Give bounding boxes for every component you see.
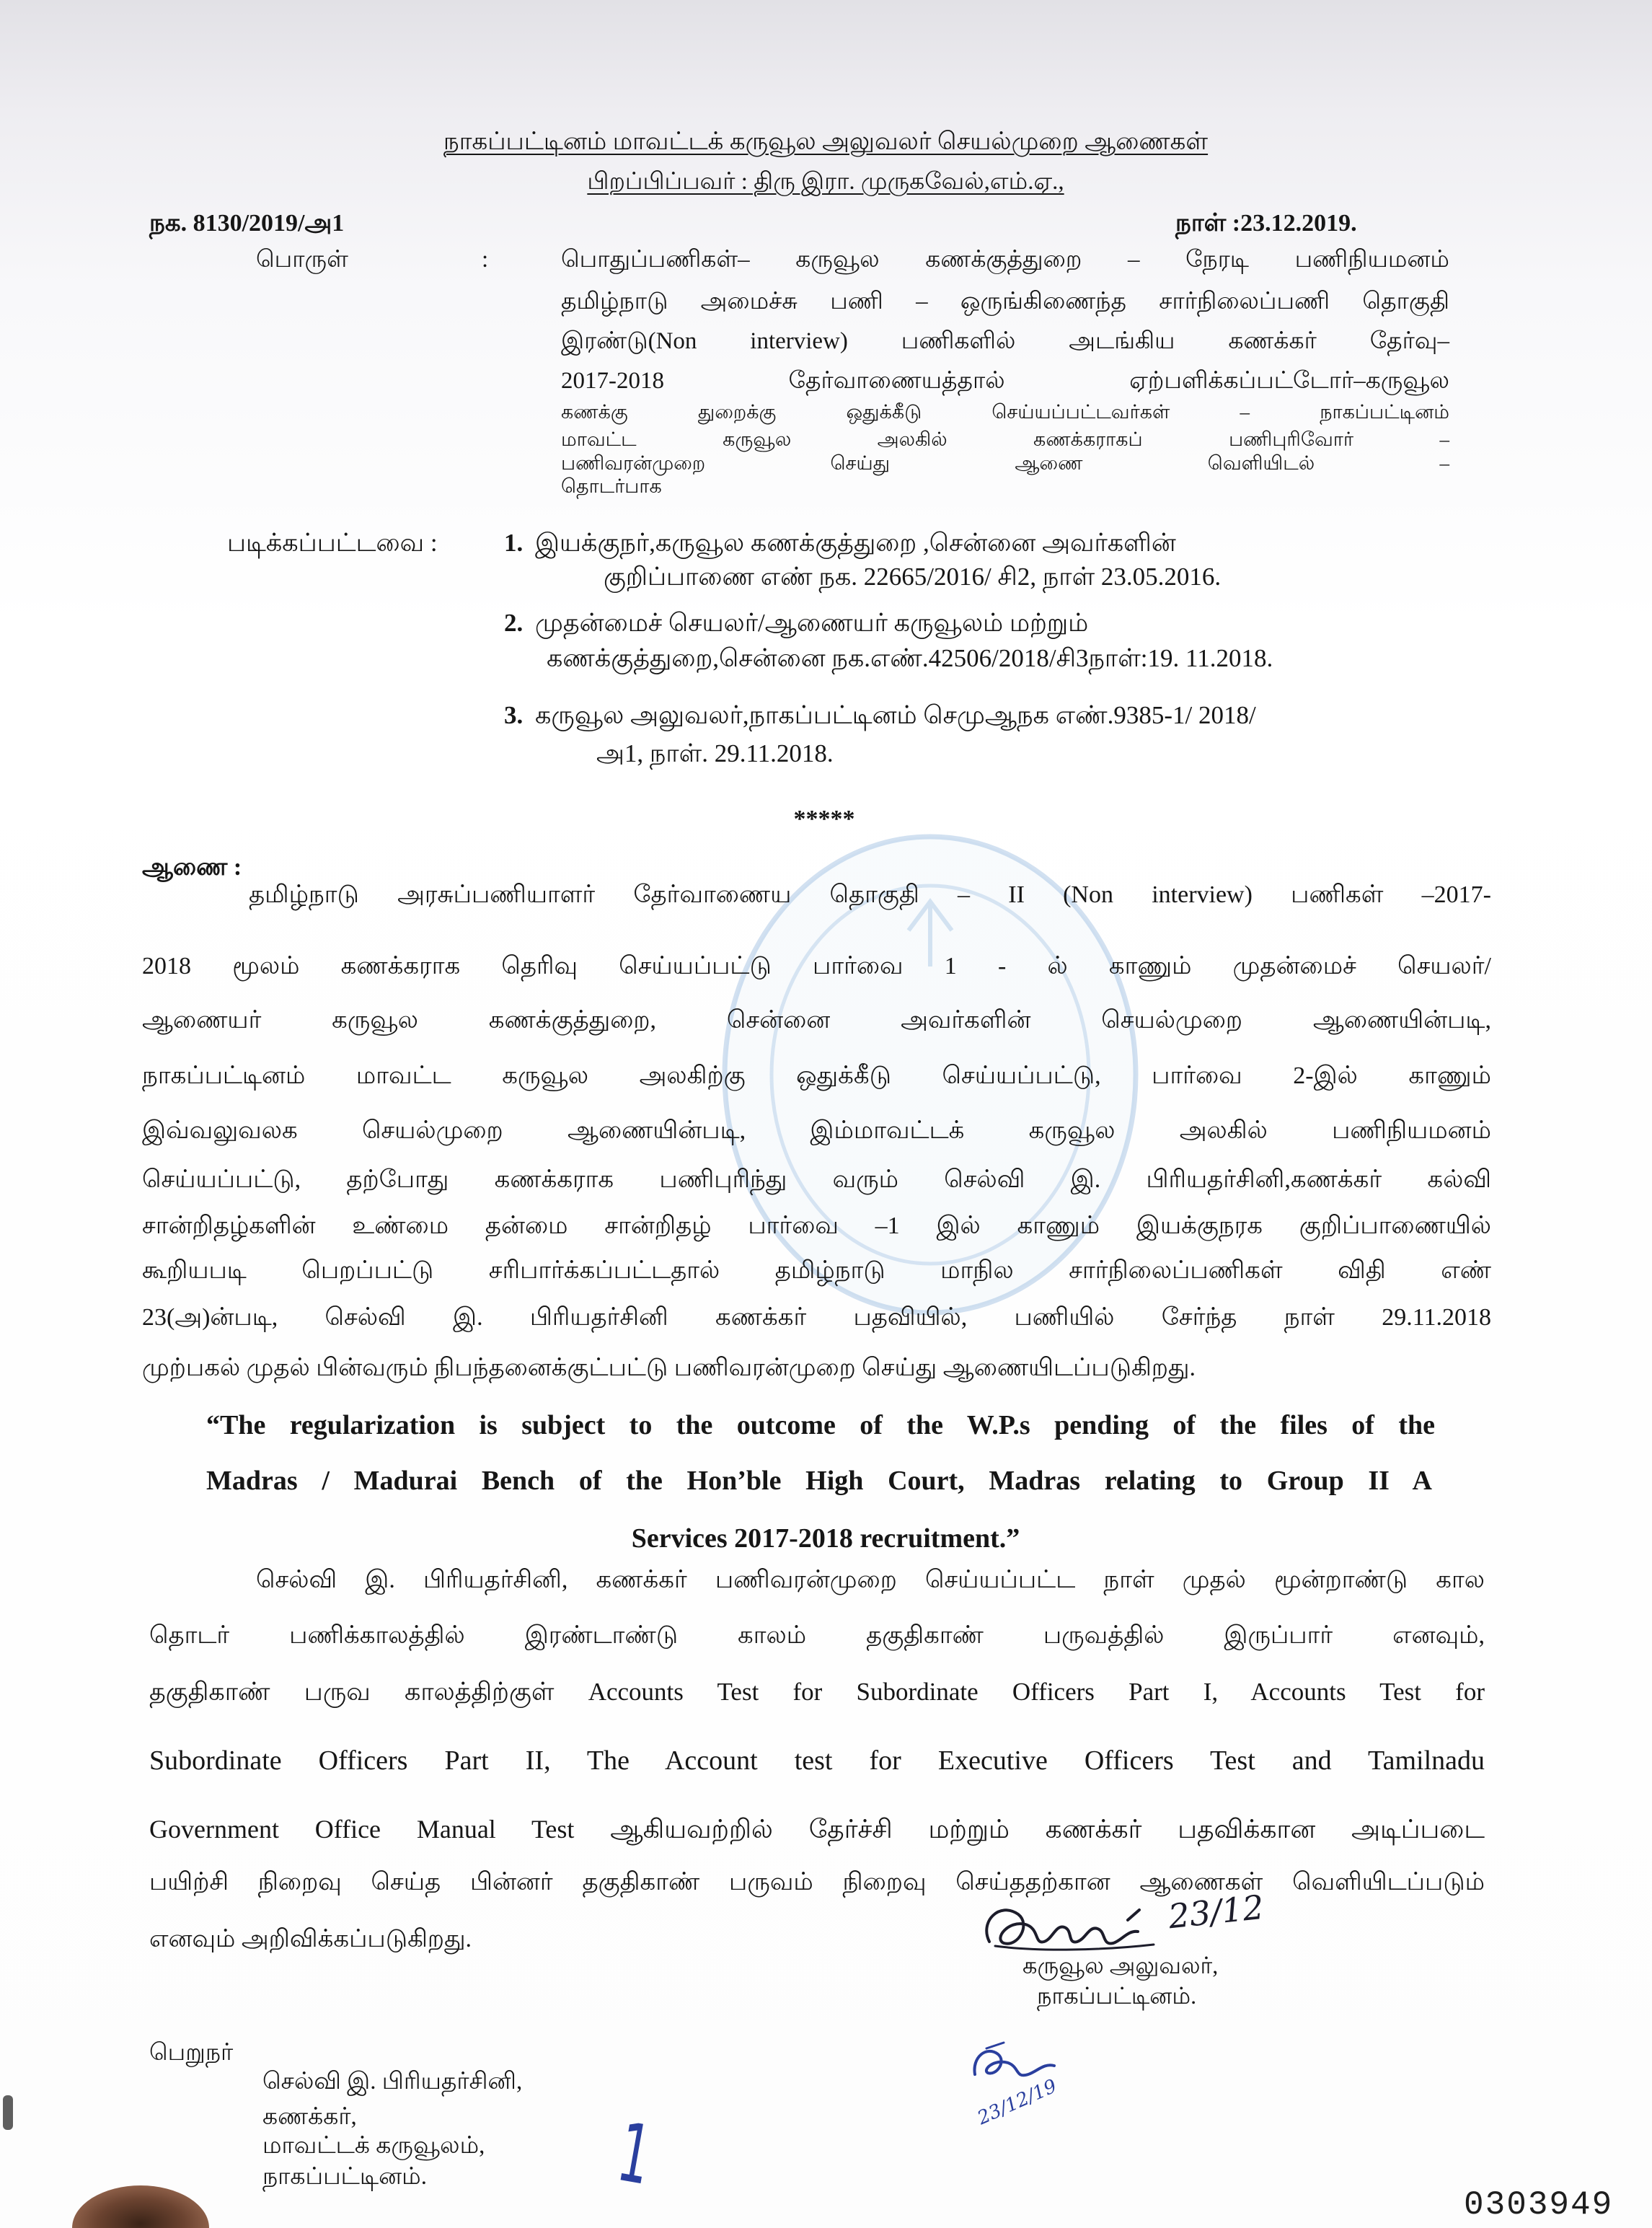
serial-number: 0303949: [1464, 2186, 1614, 2224]
order-paragraph-line: தமிழ்நாடு அரசுப்பணியாளர் தேர்வாணைய தொகுதி – II (Non interview) பணிகள் –2017-: [249, 881, 1491, 908]
reference-item-line: கருவூல அலுவலர்,நாகப்பட்டினம் செமுஆநக எண்.9385-1/ 2018/: [535, 701, 1256, 729]
subject-line: பணிவரன்முறை செய்து ஆணை வெளியிடல் –: [561, 452, 1449, 474]
condition-quote-line: Madras / Madurai Bench of the Hon’ble High Court, Madras relating to Group II A: [206, 1466, 1432, 1496]
subject-line: பொதுப்பணிகள்– கருவூல கணக்குத்துறை – நேரடி பணிநியமனம்: [561, 247, 1449, 273]
order-paragraph-line: கூறியபடி பெறப்பட்டு சரிபார்க்கப்பட்டதால் தமிழ்நாடு மாநில சார்நிலைப்பணிகள் விதி எண்: [142, 1257, 1491, 1284]
signatory-station: நாகப்பட்டினம்.: [1037, 1983, 1197, 2009]
subject-colon: :: [482, 247, 489, 273]
thumb-shadow: [72, 2185, 209, 2228]
reference-item-number: 1.: [504, 529, 524, 557]
reference-item-line: கணக்குத்துறை,சென்னை நக.எண்.42506/2018/சி3நாள்:19. 11.2018.: [547, 644, 1273, 672]
condition-quote-line: Services 2017-2018 recruitment.”: [631, 1523, 1020, 1554]
probation-paragraph-line: Subordinate Officers Part II, The Account test for Executive Officers Test and Tamilnadu: [149, 1745, 1485, 1776]
scan-edge-mark: [3, 2095, 13, 2130]
initials-date: 23/12/19: [974, 2075, 1061, 2130]
references-label: படிக்கப்பட்டவை :: [227, 529, 438, 557]
recipient-line: மாவட்டக் கருவூலம்,: [262, 2133, 485, 2159]
issuer-line: [404, 163, 1247, 201]
probation-paragraph-line: Government Office Manual Test ஆகியவற்றில் தேர்ச்சி மற்றும் கணக்கர் பதவிக்கான அடிப்படை: [149, 1815, 1485, 1844]
signatory-designation: கருவூல அலுவலர்,: [1022, 1952, 1219, 1978]
reference-item-number: 2.: [504, 609, 524, 637]
order-paragraph-line: ஆணையர் கருவூல கணக்குத்துறை, சென்னை அவர்களின் செயல்முறை ஆணையின்படி,: [142, 1007, 1491, 1034]
order-paragraph-line: முற்பகல் முதல் பின்வரும் நிபந்தனைக்குட்பட்டு பணிவரன்முறை செய்து ஆணையிடப்படுகிறது.: [142, 1355, 1196, 1381]
probation-paragraph-line: தகுதிகாண் பருவ காலத்திற்குள் Accounts Test for Subordinate Officers Part I, Accounts Test for: [149, 1678, 1485, 1706]
reference-item-line: குறிப்பாணை எண் நக. 22665/2016/ சி2, நாள் 23.05.2016.: [604, 563, 1222, 591]
order-paragraph-line: செய்யப்பட்டு, தற்போது கணக்கராக பணிபுரிந்து வரும் செல்வி இ. பிரியதர்சினி,கணக்கர் கல்வி: [142, 1166, 1491, 1193]
document-title: [310, 123, 1341, 162]
subject-line: இரண்டு(Non interview) பணிகளில் அடங்கிய கணக்கர் தேர்வு–: [561, 328, 1449, 354]
reference-number: நக. 8130/2019/அ1: [149, 210, 345, 237]
condition-quote-line: “The regularization is subject to the outcome of the W.P.s pending of the files of the: [206, 1410, 1435, 1440]
subject-line: மாவட்ட கருவூல அலகில் கணக்கராகப் பணிபுரிவோர் –: [561, 428, 1449, 450]
reference-item-line: இயக்குநர்,கருவூல கணக்குத்துறை ,சென்னை அவர்களின்: [535, 529, 1176, 557]
recipient-line: செல்வி இ. பிரியதர்சினி,: [262, 2069, 523, 2095]
order-paragraph-line: 23(அ)ன்படி, செல்வி இ. பிரியதர்சினி கணக்கர் பதவியில், பணியில் சேர்ந்த நாள் 29.11.2018: [142, 1304, 1491, 1331]
subject-label: பொருள்: [256, 247, 348, 273]
reference-item-number: 3.: [504, 701, 524, 729]
order-date: நாள் :23.12.2019.: [1175, 210, 1357, 237]
order-paragraph-line: நாகப்பட்டினம் மாவட்ட கருவூல அலகிற்கு ஒதுக்கீடு செய்யப்பட்டு, பார்வை 2-இல் காணும்: [142, 1062, 1491, 1089]
subject-line: 2017-2018 தேர்வாணையத்தால் ஏற்பளிக்கப்பட்டோர்–கருவூல: [561, 368, 1449, 394]
recipient-line: கணக்கர்,: [262, 2104, 357, 2130]
issuer-text: பிறப்பிப்பவர் : திரு இரா. முருகவேல்,எம்.ஏ.,: [587, 169, 1064, 195]
reference-item-line: முதன்மைச் செயலர்/ஆணையர் கருவூலம் மற்றும்: [535, 609, 1089, 637]
probation-paragraph-line: செல்வி இ. பிரியதர்சினி, கணக்கர் பணிவரன்முறை செய்யப்பட்ட நாள் முதல் மூன்றாண்டு கால: [256, 1567, 1485, 1593]
document-title-text: நாகப்பட்டினம் மாவட்டக் கருவூல அலுவலர் செயல்முறை ஆணைகள்: [443, 128, 1209, 155]
handwritten-page-mark: 1: [611, 2105, 658, 2203]
subject-line: தொடர்பாக: [561, 475, 662, 497]
probation-paragraph-line: தொடர் பணிக்காலத்தில் இரண்டாண்டு காலம் தகுதிகாண் பருவத்தில் இருப்பார் எனவும்,: [149, 1622, 1485, 1649]
order-paragraph-line: சான்றிதழ்களின் உண்மை தன்மை சான்றிதழ் பார்வை –1 இல் காணும் இயக்குநரக குறிப்பாணையில்: [142, 1212, 1491, 1239]
probation-paragraph-line: பயிற்சி நிறைவு செய்த பின்னர் தகுதிகாண் பருவம் நிறைவு செய்ததற்கான ஆணைகள் வெளியிடப்படும்: [149, 1869, 1485, 1895]
recipient-line: நாகப்பட்டினம்.: [262, 2164, 427, 2190]
subject-line: தமிழ்நாடு அமைச்சு பணி – ஒருங்கிணைந்த சார்நிலைப்பணி தொகுதி: [561, 289, 1449, 314]
separator-stars: *****: [793, 806, 855, 832]
signature-date: 23/12: [1166, 1887, 1266, 1937]
recipient-label: பெறுநர்: [149, 2040, 234, 2066]
order-paragraph-line: இவ்வலுவலக செயல்முறை ஆணையின்படி, இம்மாவட்டக் கருவூல அலகில் பணிநியமனம்: [142, 1117, 1491, 1144]
reference-item-line: அ1, நாள். 29.11.2018.: [596, 739, 834, 767]
subject-line: கணக்கு துறைக்கு ஒதுக்கீடு செய்யப்பட்டவர்கள் – நாகப்பட்டினம்: [561, 401, 1449, 423]
probation-paragraph-line: எனவும் அறிவிக்கப்படுகிறது.: [149, 1926, 472, 1952]
order-label: ஆணை :: [142, 854, 242, 881]
order-paragraph-line: 2018 மூலம் கணக்கராக தெரிவு செய்யப்பட்டு பார்வை 1 - ல் காணும் முதன்மைச் செயலர்/: [142, 953, 1491, 979]
